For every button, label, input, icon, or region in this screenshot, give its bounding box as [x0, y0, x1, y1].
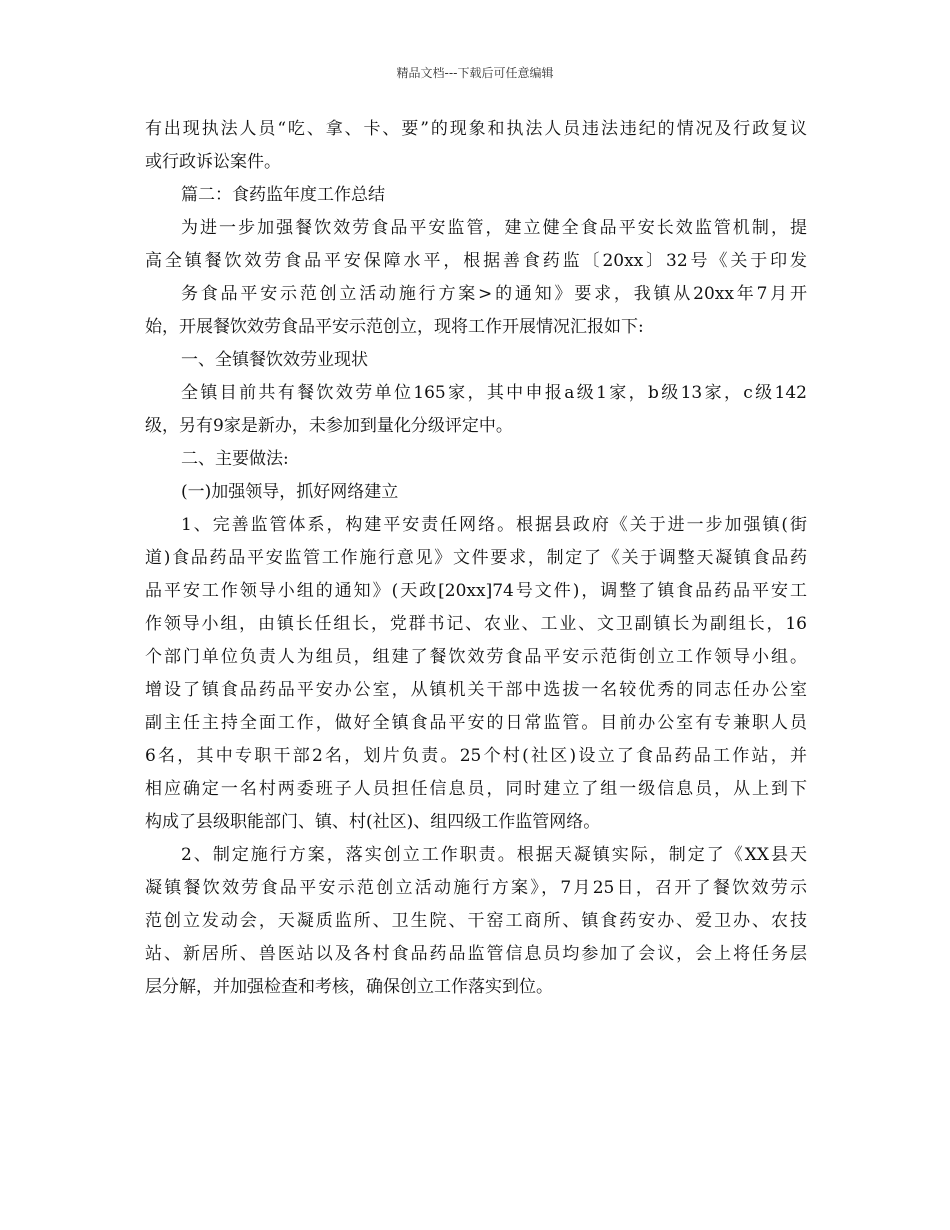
text-line: 作领导小组，由镇长任组长，党群书记、农业、工业、文卫副镇长为副组长，16	[145, 614, 807, 634]
text-line: 站、新居所、兽医站以及各村食品药品监管信息员均参加了会议，会上将任务层	[145, 944, 807, 964]
text-line: 道)食品药品平安监管工作施行意见》文件要求，制定了《关于调整天凝镇食品药	[145, 548, 807, 568]
text-line: 篇二：食药监年度工作总结	[181, 185, 385, 205]
text-line: 级，另有9家是新办，未参加到量化分级评定中。	[145, 416, 513, 436]
document-body	[145, 113, 807, 1004]
text-line: 1、完善监管体系，构建平安责任网络。根据县政府《关于进一步加强镇(街	[181, 515, 807, 535]
text-line: 一、全镇餐饮效劳业现状	[181, 350, 368, 370]
text-line: (一)加强领导，抓好网络建立	[181, 482, 399, 502]
text-line: 为进一步加强餐饮效劳食品平安监管，建立健全食品平安长效监管机制，提	[181, 218, 807, 238]
text-line: 层分解，并加强检查和考核，确保创立工作落实到位。	[145, 977, 553, 997]
text-line: 二、主要做法:	[181, 449, 289, 469]
text-line: 个部门单位负责人为组员，组建了餐饮效劳食品平安示范街创立工作领导小组。	[145, 647, 807, 667]
text-line: 高全镇餐饮效劳食品平安保障水平，根据善食药监〔20xx〕32号《关于印发	[145, 251, 807, 271]
text-line: 范创立发动会，天凝质监所、卫生院、干窑工商所、镇食药安办、爱卫办、农技	[145, 911, 807, 931]
text-line: 务食品平安示范创立活动施行方案>的通知》要求，我镇从20xx年7月开	[181, 284, 807, 304]
text-line: 增设了镇食品药品平安办公室，从镇机关干部中选拔一名较优秀的同志任办公室	[145, 680, 807, 700]
page-header: 精品文档---下载后可任意编辑	[396, 66, 554, 80]
text-line: 有出现执法人员“吃、拿、卡、要”的现象和执法人员违法违纪的情况及行政复议	[145, 119, 807, 139]
text-line: 副主任主持全面工作，做好全镇食品平安的日常监管。目前办公室有专兼职人员	[145, 713, 807, 733]
text-line: 始，开展餐饮效劳食品平安示范创立，现将工作开展情况汇报如下:	[145, 317, 644, 337]
text-line: 构成了县级职能部门、镇、村(社区)、组四级工作监管网络。	[145, 812, 601, 832]
text-line: 品平安工作领导小组的通知》(天政[20xx]74号文件)，调整了镇食品药品平安工	[145, 581, 807, 601]
text-line: 或行政诉讼案件。	[145, 152, 281, 172]
text-line: 全镇目前共有餐饮效劳单位165家，其中申报a级1家，b级13家，c级142	[181, 383, 807, 403]
text-line: 6名，其中专职干部2名，划片负责。25个村(社区)设立了食品药品工作站，并	[145, 746, 807, 766]
text-line: 相应确定一名村两委班子人员担任信息员，同时建立了组一级信息员，从上到下	[145, 779, 807, 799]
text-line: 2、制定施行方案，落实创立工作职责。根据天凝镇实际，制定了《XX县天	[181, 845, 807, 865]
text-line: 凝镇餐饮效劳食品平安示范创立活动施行方案》，7月25日，召开了餐饮效劳示	[145, 878, 807, 898]
